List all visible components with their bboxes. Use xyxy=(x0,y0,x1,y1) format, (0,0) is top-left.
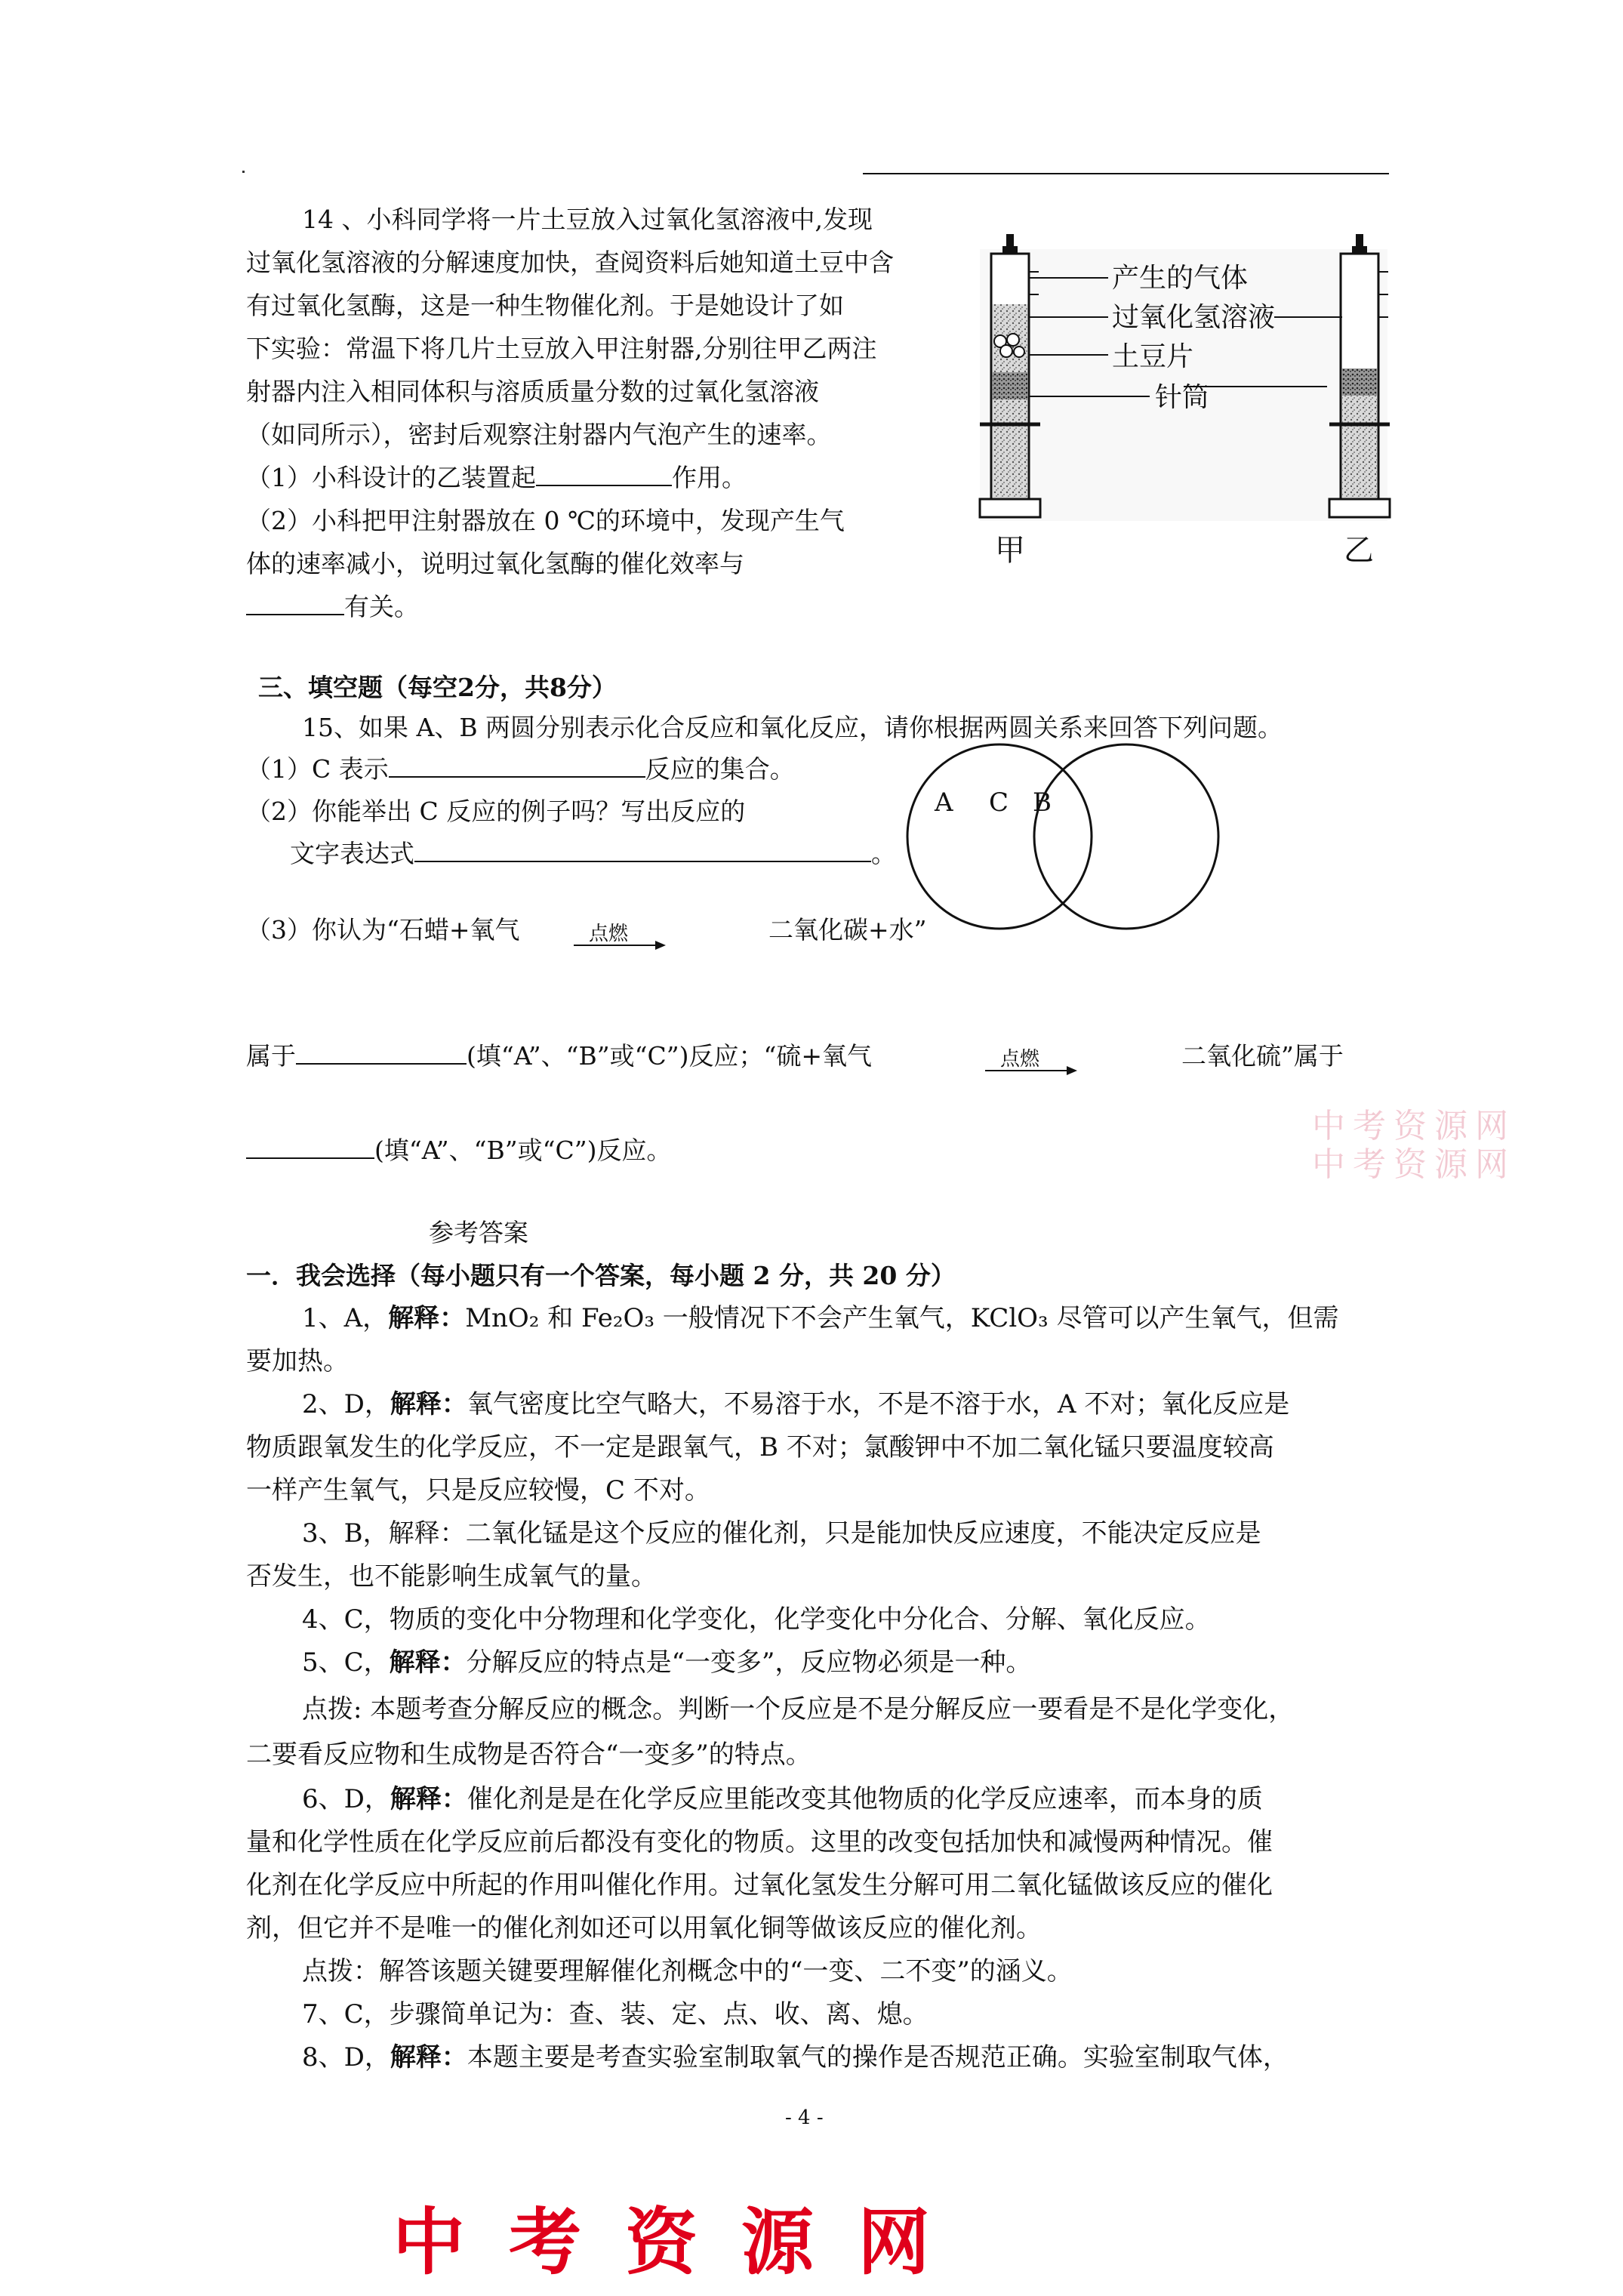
arrow-ignite-2 xyxy=(985,1037,1077,1075)
circle-b xyxy=(1034,744,1218,929)
venn-label-c: C xyxy=(989,787,1009,818)
answer-1-text: MnO₂ 和 Fe₂O₃ 一般情况下不会产生氧气，KClO₃ 尽管可以产生氧气，但需 xyxy=(465,1303,1339,1333)
q15-sub1-blank[interactable] xyxy=(389,754,645,778)
q14-sub1-blank[interactable] xyxy=(536,462,672,486)
syringe-figure xyxy=(957,219,1425,581)
section3-heading: 三、填空题（每空2分，共8分） xyxy=(258,673,617,702)
q14-sub2-blank[interactable] xyxy=(246,591,344,615)
header-rule xyxy=(863,173,1389,174)
footer-brand: 中考资源网 xyxy=(393,2200,974,2285)
q14-line-6: （如同所示），密封后观察注射器内气泡产生的速率。 xyxy=(246,420,832,449)
answers-title: 参考答案 xyxy=(429,1218,528,1247)
tip-1-line-2: 二要看反应物和生成物是否符合“一变多”的特点。 xyxy=(246,1740,812,1770)
venn-label-a: A xyxy=(935,787,953,818)
q15-sub2-suffix: 。 xyxy=(871,839,896,868)
arrow-label-2: 点燃 xyxy=(1000,1048,1040,1071)
answer-6-text: 催化剂是是在化学反应里能改变其他物质的化学反应速率，而本身的质 xyxy=(467,1784,1263,1814)
answer-6-lead: 6、D， xyxy=(302,1784,390,1814)
q15-sub3-prefix: （3）你认为“石蜡+氧气 xyxy=(246,915,520,945)
answers-section1-heading: 一．我会选择（每小题只有一个答案，每小题 2 分，共 20 分） xyxy=(246,1261,956,1290)
q15-line4-blank[interactable] xyxy=(296,1040,467,1065)
answer-2-cont-2: 一样产生氧气，只是反应较慢，C 不对。 xyxy=(246,1475,710,1505)
answer-8-lead: 8、D， xyxy=(302,2042,390,2073)
venn-label-b: B xyxy=(1033,787,1052,818)
answer-6-label: 解释： xyxy=(390,1784,467,1814)
arrow-label-1: 点燃 xyxy=(589,923,629,945)
label-gas: 产生的气体 xyxy=(1112,263,1249,294)
q15-line5-blank[interactable] xyxy=(246,1135,374,1159)
page-number: - 4 - xyxy=(785,2106,824,2129)
q15-intro: 15、如果 A、B 两圆分别表示化合反应和氧化反应，请你根据两圆关系来回答下列问题。 xyxy=(302,713,1283,742)
answer-1-label: 解释： xyxy=(388,1303,466,1333)
q14-line-5: 射器内注入相同体积与溶质质量分数的过氧化氢溶液 xyxy=(246,377,819,406)
tip-2: 点拨：解答该题关键要理解催化剂概念中的“一变、二不变”的涵义。 xyxy=(302,1956,1073,1986)
q14-sub1-suffix: 作用。 xyxy=(672,463,747,492)
q15-line5-suffix: (填“A”、“B”或“C”)反应。 xyxy=(374,1136,672,1165)
q14-sub2-suffix: 有关。 xyxy=(344,592,419,621)
q14-sub2-line1: （2）小科把甲注射器放在 0 ℃的环境中，发现产生气 xyxy=(246,506,845,535)
answer-2-text: 氧气密度比空气略大，不易溶于水，不是不溶于水，A 不对；氧化反应是 xyxy=(467,1389,1290,1419)
q14-sub2-line3 xyxy=(246,585,419,628)
q14-line-4: 下实验：常温下将几片土豆放入甲注射器,分别往甲乙两注 xyxy=(246,334,877,363)
answer-2-lead: 2、D， xyxy=(302,1389,390,1419)
watermark-1: 中考资源网 xyxy=(1312,1107,1516,1145)
arrow-ignite-1 xyxy=(574,912,666,950)
q15-sub1-prefix: （1）C 表示 xyxy=(246,754,389,784)
answer-3-line-1: 3、B，解释：二氧化锰是这个反应的催化剂，只是能加快反应速度，不能决定反应是 xyxy=(302,1518,1261,1549)
label-potato: 土豆片 xyxy=(1112,341,1194,372)
answer-6-cont-2: 化剂在化学反应中所起的作用叫催化作用。过氧化氢发生分解可用二氧化锰做该反应的催化 xyxy=(246,1870,1273,1900)
answer-4: 4、C，物质的变化中分物理和化学变化，化学变化中分化合、分解、氧化反应。 xyxy=(302,1604,1211,1635)
answer-6 xyxy=(302,1778,1263,1821)
q14-line-3: 有过氧化氢酶，这是一种生物催化剂。于是她设计了如 xyxy=(246,291,844,320)
q15-line4-mid: (填“A”、“B”或“C”)反应；“硫+氧气 xyxy=(467,1041,872,1071)
tip-1-line-1: 点拨: 本题考查分解反应的概念。判断一个反应是不是分解反应一要看是不是化学变化， xyxy=(302,1694,1295,1724)
q14-sub1-prefix: （1）小科设计的乙装置起 xyxy=(246,463,536,492)
q15-sub1 xyxy=(246,747,795,791)
circle-a xyxy=(907,744,1092,929)
label-jia: 甲 xyxy=(995,533,1025,568)
q15-sub3-product: 二氧化碳+水” xyxy=(768,915,927,945)
q14-line-2: 过氧化氢溶液的分解速度加快，查阅资料后她知道土豆中含 xyxy=(246,248,894,277)
q15-line4 xyxy=(246,1034,872,1077)
q15-line5 xyxy=(246,1129,671,1172)
q14-line-1: 14 、小科同学将一片土豆放入过氧化氢溶液中,发现 xyxy=(302,205,873,234)
answer-8 xyxy=(302,2036,1289,2079)
arrow-icon xyxy=(985,1065,1077,1077)
answer-6-cont-1: 量和化学性质在化学反应前后都没有变化的物质。这里的改变包括加快和减慢两种情况。催 xyxy=(246,1827,1273,1857)
answer-2-cont-1: 物质跟氧发生的化学反应，不一定是跟氧气，B 不对；氯酸钾中不加二氧化锰只要温度较高 xyxy=(246,1432,1274,1462)
answer-5 xyxy=(302,1641,1031,1684)
q15-line4-prefix: 属于 xyxy=(246,1041,296,1071)
answer-5-text: 分解反应的特点是“一变多”，反应物必须是一种。 xyxy=(466,1647,1032,1678)
watermark-2: 中考资源网 xyxy=(1312,1145,1516,1184)
q15-sub1-suffix: 反应的集合。 xyxy=(645,754,795,784)
answer-5-label: 解释： xyxy=(389,1647,467,1678)
answer-8-text: 本题主要是考查实验室制取氧气的操作是否规范正确。实验室制取气体， xyxy=(467,2042,1289,2073)
answer-1 xyxy=(302,1297,1339,1340)
q14-sub1 xyxy=(246,456,747,499)
answer-3-line-2: 否发生，也不能影响生成氧气的量。 xyxy=(246,1561,657,1592)
q14-sub2-line2: 体的速率减小，说明过氧化氢酶的催化效率与 xyxy=(246,549,744,578)
answer-1-lead: 1、A， xyxy=(302,1303,389,1333)
answer-8-label: 解释： xyxy=(390,2042,467,2073)
label-syringe: 针筒 xyxy=(1155,382,1210,413)
answer-2 xyxy=(302,1383,1289,1426)
arrow-icon xyxy=(574,939,666,951)
q15-sub2-line2 xyxy=(290,832,896,875)
label-yi: 乙 xyxy=(1344,533,1374,568)
answer-5-lead: 5、C， xyxy=(302,1647,390,1678)
header-dot xyxy=(242,171,245,173)
q15-line4-product: 二氧化硫”属于 xyxy=(1181,1041,1344,1071)
answer-1-cont: 要加热。 xyxy=(246,1346,349,1376)
answer-7: 7、C，步骤简单记为：查、装、定、点、收、离、熄。 xyxy=(302,1999,929,2029)
venn-diagram xyxy=(906,725,1253,951)
answer-2-label: 解释： xyxy=(390,1389,467,1419)
answer-6-cont-3: 剂，但它并不是唯一的催化剂如还可以用氧化铜等做该反应的催化剂。 xyxy=(246,1913,1042,1943)
q15-sub2-prefix: 文字表达式 xyxy=(290,839,414,868)
q15-sub2-blank[interactable] xyxy=(414,838,871,862)
q15-sub2-line1: （2）你能举出 C 反应的例子吗？写出反应的 xyxy=(246,797,746,826)
label-solution: 过氧化氢溶液 xyxy=(1112,302,1276,333)
